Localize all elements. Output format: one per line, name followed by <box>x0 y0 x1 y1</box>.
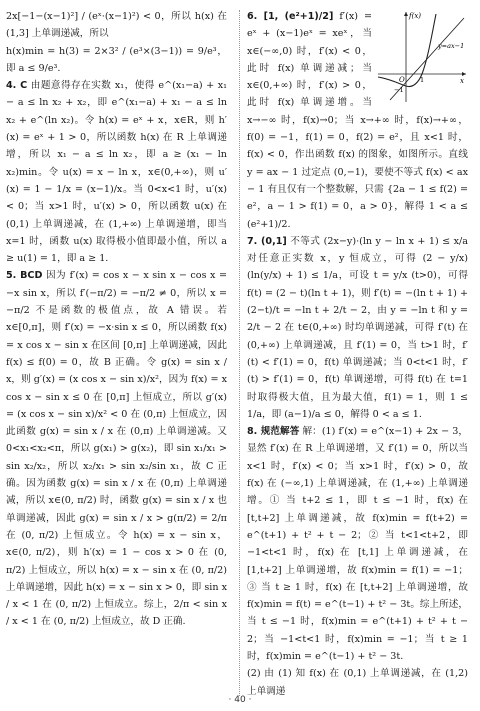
problem-6-solution: f′(x) = eˣ + (x−1)eˣ = xeˣ，当 x∈(−∞,0) 时，f′(x) < 0，此时 f(x) 单调递减；当 x∈(0,+∞) 时，f′(x) > 0，此时 f(x) 单调递增。当 x→−∞ 时，f(x)→0；当 x→+∞ 时，f(x)→+∞，f(0) = −1，f(1) = 0，f(2) = e²，且 x<1 时，f(x) < 0，作出函数 f(x) 的图象，如图所示。直线 y = ax − 1 过定点 (0,−1)，要使不等式 f(x) < ax − 1 有且仅有一个整数解，只需 {2a − 1 ≤ f(2) = e²，a − 1 > f(1) = 0，a > 0}，解得 1 < a ≤ (e²+1)/2. <box>247 11 468 230</box>
y-axis-arrow <box>404 12 408 16</box>
problem-4-solution: 由题意得存在实数 x₁，使得 e^(x₁−a) + x₁ − a ≤ ln x₂ + x₂，即 e^(x₁−a) + x₁ − a ≤ ln x₂ + e^(ln x₂)。令 h(x) = eˣ + x，x∈R，则 h′(x) = eˣ + 1 > 0，所以函数 h(x) 在 R 上单调递增，所以 x₁ − a ≤ ln x₂，即 a ≥ (x₁ − ln x₂)min。令 u(x) = x − ln x，x∈(0,+∞)，则 u′(x) = 1 − 1/x = (x−1)/x。当 0<x<1 时，u′(x) < 0；当 x>1 时，u′(x) > 0，所以函数 u(x) 在 (0,1) 上单调递减，在 (1,+∞) 上单调递增，即当 x=1 时，函数 u(x) 取得极小值即最小值，所以 a ≥ u(1) = 1，即 a ≥ 1. <box>6 80 227 265</box>
column-divider <box>239 10 240 696</box>
function-graph <box>376 8 468 104</box>
problem-7-answer: 7. (0,1] <box>247 235 287 247</box>
right-column <box>247 8 468 700</box>
continued-text: 2x[−1−(x−1)²] / (eˣ·(x−1)²) < 0，所以 h(x) 在 (1,3] 上单调递减，所以 <box>6 11 227 40</box>
problem-8 <box>247 423 468 665</box>
problem-6-answer: 6. [1, (e²+1)/2] <box>247 11 334 22</box>
problem-5 <box>6 267 227 630</box>
problem-8-solution: 解：(1) f′(x) = e^(x−1) + 2x − 3，显然 f′(x) 在 R 上单调递增，又 f′(1) = 0，所以当 x<1 时，f′(x) < 0；当 x>1 时，f′(x) > 0，故 f(x) 在 (−∞,1) 上单调递减，在 (1,+∞) 上单调递增。① 当 t+2 ≤ 1，即 t ≤ −1 时，f(x) 在 [t,t+2] 上单调递减，故 f(x)min = f(t+2) = e^(t+1) + t² + t − 2；② 当 t<1<t+2，即 −1<t<1 时，f(x) 在 [t,1] 上单调递减，在 [1,t+2] 上单调递增，故 f(x)min = f(1) = −1；③ 当 t ≥ 1 时，f(x) 在 [t,t+2] 上单调递增，故 f(x)min = f(t) = e^(t−1) + t² − 3t。综上所述，当 t ≤ −1 时，f(x)min = e^(t+1) + t² + t − 2；当 −1<t<1 时，f(x)min = −1；当 t ≥ 1 时，f(x)min = e^(t−1) + t² − 3t. <box>247 426 468 662</box>
problem-5-answer: 5. BCD <box>6 270 43 282</box>
label-tick-minus-1: −1 <box>394 86 404 94</box>
function-graph-svg <box>376 8 468 104</box>
problem-7 <box>247 233 468 423</box>
problem-4-answer: 4. C <box>6 80 28 92</box>
problem-8-part2: (2) 由 (1) 知 f(x) 在 (0,1) 上单调递减，在 (1,2) 上单调递 <box>247 668 468 697</box>
problem-8-label: 8. 规范解答 <box>247 426 300 438</box>
label-x: x <box>460 77 464 85</box>
continued-result: h(x)min = h(3) = 2×3² / (e³×(3−1)) = 9/e³，即 a ≤ 9/e³. <box>6 45 227 74</box>
label-tick-1: 1 <box>420 76 425 84</box>
problem-5-solution: 因为 f′(x) = cos x − x sin x − cos x = −x sin x，所以 f′(−π/2) = −π/2 ≠ 0，所以 x = −π/2 不是函数的极值点，故 A 错误。若 x∈[0,π]，则 f′(x) = −x·sin x ≤ 0，所以函数 f(x) = x cos x − sin x 在区间 [0,π] 上单调递减，因此 f(x) ≤ f(0) = 0，故 B 正确。令 g(x) = sin x / x，则 g′(x) = (x cos x − sin x)/x²，因为 f(x) = x cos x − sin x ≤ 0 在 [0,π] 上恒成立，所以 g′(x) = (x cos x − sin x)/x² < 0 在 (0,π) 上恒成立，因此函数 g(x) = sin x / x 在 (0,π) 上单调递减。又 0<x₁<x₂<π，所以 g(x₁) > g(x₂)，即 sin x₁/x₁ > sin x₂/x₂，所以 x₂/x₁ > sin x₂/sin x₁，故 C 正确。因为函数 g(x) = sin x / x 在 (0,π) 上单调递减，所以 x∈(0, π/2) 时，函数 g(x) = sin x / x 也单调递减，因此 g(x) = sin x / x > g(π/2) = 2/π 在 (0, π/2) 上恒成立。令 h(x) = x − sin x，x∈(0, π/2)，则 h′(x) = 1 − cos x > 0 在 (0, π/2) 上恒成立，所以 h(x) = x − sin x 在 (0, π/2) 上单调递增，因此 h(x) = x − sin x > 0，即 sin x / x < 1 在 (0, π/2) 上恒成立。综上，2/π < sin x / x < 1 在 (0, π/2) 上恒成立，故 D 正确. <box>6 270 227 628</box>
label-origin: O <box>399 76 405 84</box>
x-axis-arrow <box>462 72 466 76</box>
label-line: y=ax−1 <box>438 42 465 50</box>
problem-4 <box>6 77 227 267</box>
label-fx: f(x) <box>409 12 422 20</box>
curve-fx <box>378 14 436 87</box>
problem-7-solution: 不等式 (2x−y)·(ln y − ln x + 1) ≤ x/a 对任意正实数 x，y 恒成立，可得 (2 − y/x)(ln(y/x) + 1) ≤ 1/a，可设 t = y/x (t>0)，可得 f(t) = (2 − t)(ln t + 1)，则 f′(t) = −(ln t + 1) + (2−t)/t = −ln t + 2/t − 2，由 y = −ln t 和 y = 2/t − 2 在 t∈(0,+∞) 时均单调递减，可得 f′(t) 在 (0,+∞) 上单调递减，且 f′(1) = 0，当 t>1 时，f′(t) < f′(1) = 0，f(t) 单调递减；当 0<t<1 时，f′(t) > f′(1) = 0，f(t) 单调递增，可得 f(t) 在 t=1 时取得极大值，且为最大值，f(1) = 1，则 1 ≤ 1/a，即 (a−1)/a ≤ 0，解得 0 < a ≤ 1. <box>247 235 468 420</box>
left-column <box>6 8 227 631</box>
page-number: · 40 · <box>228 695 252 705</box>
